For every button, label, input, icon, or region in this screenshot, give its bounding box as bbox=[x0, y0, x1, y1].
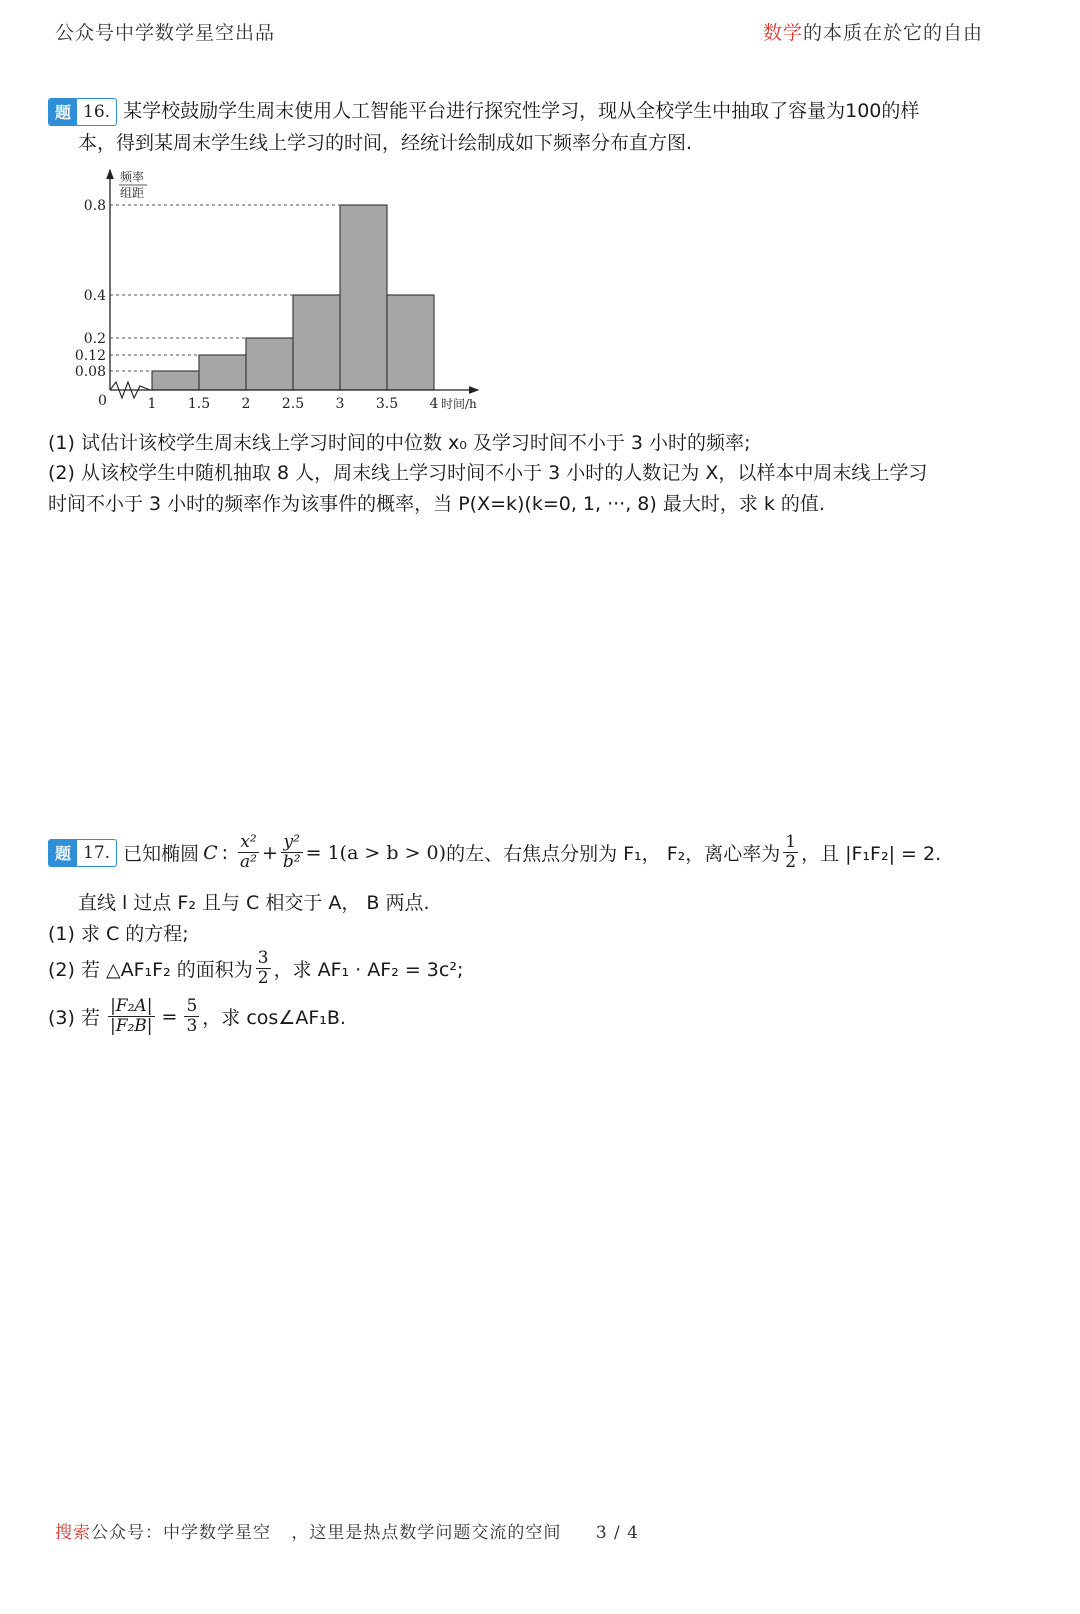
q16-stem-2: 本，得到某周末学生线上学习的时间，经统计绘制成如下频率分布直方图. bbox=[78, 132, 693, 154]
histogram-chart bbox=[40, 160, 520, 420]
frac-y-num: y² bbox=[283, 832, 300, 852]
q16-badge bbox=[48, 98, 117, 126]
q17-line1 bbox=[48, 834, 941, 872]
origin-label: 0 bbox=[98, 393, 107, 409]
q17-area-frac bbox=[256, 950, 271, 988]
y-tick-label: 0.2 bbox=[83, 331, 106, 347]
header-right bbox=[763, 18, 983, 45]
page-number: 3 / 4 bbox=[595, 1523, 639, 1543]
q17-frac-x bbox=[238, 834, 259, 872]
q17-part2-post: ，求 AF₁ · AF₂ = 3c²; bbox=[273, 959, 464, 982]
q16-tag: 题 bbox=[49, 99, 77, 125]
ylabel-top: 频率 bbox=[120, 170, 145, 184]
q17-part3-eq: = bbox=[161, 1005, 178, 1028]
x-tick-label: 3.5 bbox=[375, 396, 399, 412]
q17-part3 bbox=[48, 998, 346, 1036]
x-tick-label: 4 bbox=[429, 396, 439, 412]
q17-ratio-frac bbox=[108, 998, 155, 1036]
x-tick-label: 1 bbox=[147, 396, 157, 412]
area-num: 3 bbox=[257, 948, 269, 968]
y-tick-label: 0.08 bbox=[74, 364, 106, 380]
y-tick-label: 0.12 bbox=[74, 348, 106, 364]
q17-badge bbox=[48, 839, 117, 867]
x-tick-label: 2.5 bbox=[281, 396, 305, 412]
x-tick-label: 3 bbox=[335, 396, 345, 412]
q17-focal-distance: ，且 |F₁F₂| = 2. bbox=[801, 843, 942, 866]
q17-eccentricity bbox=[783, 834, 798, 872]
q17-part2-pre: (2) 若 △AF₁F₂ 的面积为 bbox=[48, 959, 253, 982]
histogram-bar bbox=[246, 338, 293, 390]
q17-foci: 的左、右焦点分别为 F₁， F₂，离心率为 bbox=[446, 843, 781, 866]
y-tick-label: 0.4 bbox=[83, 288, 106, 304]
ratio-value-num: 5 bbox=[186, 996, 198, 1016]
x-tick-label: 2 bbox=[241, 396, 251, 412]
frac-y-den: b² bbox=[282, 851, 301, 872]
histogram-bar bbox=[340, 205, 387, 390]
histogram-bars bbox=[152, 205, 434, 390]
q17-part1: (1) 求 C 的方程; bbox=[48, 923, 189, 945]
q16-part1: (1) 试估计该校学生周末线上学习时间的中位数 x₀ 及学习时间不小于 3 小时的频率; bbox=[48, 432, 751, 454]
footer-account: 公众号：中学数学星空 bbox=[91, 1523, 271, 1543]
q16-number: 16. bbox=[83, 101, 111, 122]
ratio-den: |F₂B| bbox=[109, 1015, 153, 1036]
q17-tag: 题 bbox=[49, 840, 77, 866]
ecc-num: 1 bbox=[785, 832, 797, 852]
q16-part2-b: 时间不小于 3 小时的频率作为该事件的概率，当 P(X=k)(k=0, 1, ···, 8) 最大时，求 k 的值. bbox=[48, 493, 825, 515]
q17-number: 17. bbox=[83, 842, 111, 863]
q16-stem-1: 某学校鼓励学生周末使用人工智能平台进行探究性学习，现从全校学生中抽取了容量为100的样 bbox=[123, 100, 920, 122]
histogram-bar bbox=[152, 371, 199, 390]
histogram-bar bbox=[387, 295, 434, 390]
histogram-bar bbox=[293, 295, 340, 390]
footer-search: 搜索 bbox=[55, 1523, 91, 1543]
ylabel-bottom: 组距 bbox=[120, 186, 145, 200]
q17-part3-post: ，求 cos∠AF₁B. bbox=[202, 1007, 346, 1030]
q17-part2 bbox=[48, 950, 463, 988]
q17-curve-name: C bbox=[203, 841, 218, 864]
histogram-bar bbox=[199, 355, 246, 390]
header-right-text: 的本质在於它的自由 bbox=[803, 22, 984, 44]
area-den: 2 bbox=[257, 967, 269, 988]
q16-line1 bbox=[48, 96, 919, 126]
q17-intro: 已知椭圆 bbox=[123, 843, 200, 866]
xlabel: 时间/h bbox=[441, 397, 477, 411]
q17-plus: + bbox=[261, 841, 278, 864]
frac-x-den: a² bbox=[240, 851, 257, 872]
y-tick-labels bbox=[75, 198, 106, 380]
q16-part2-a: (2) 从该校学生中随机抽取 8 人，周末线上学习时间不小于 3 小时的人数记为 X，以样本中周末线上学习 bbox=[48, 462, 928, 484]
x-tick-label: 1.5 bbox=[187, 396, 211, 412]
q17-colon: : bbox=[221, 841, 229, 864]
ratio-value-den: 3 bbox=[186, 1015, 198, 1036]
ratio-num: |F₂A| bbox=[110, 996, 153, 1016]
footer bbox=[55, 1518, 639, 1543]
q17-frac-y bbox=[281, 834, 303, 872]
footer-slogan: ，这里是热点数学问题交流的空间 bbox=[291, 1523, 562, 1543]
q17-ratio-value bbox=[184, 998, 199, 1036]
q17-line2: 直线 l 过点 F₂ 且与 C 相交于 A， B 两点. bbox=[78, 892, 430, 914]
header-right-highlight: 数学 bbox=[763, 22, 804, 44]
q17-part3-pre: (3) 若 bbox=[48, 1007, 100, 1030]
y-tick-label: 0.8 bbox=[83, 198, 106, 214]
header-left: 公众号中学数学星空出品 bbox=[55, 22, 276, 44]
ecc-den: 2 bbox=[785, 851, 797, 872]
frac-x-num: x² bbox=[240, 832, 257, 852]
x-tick-labels bbox=[148, 396, 439, 412]
q17-equation-condition: = 1(a > b > 0) bbox=[305, 841, 447, 864]
